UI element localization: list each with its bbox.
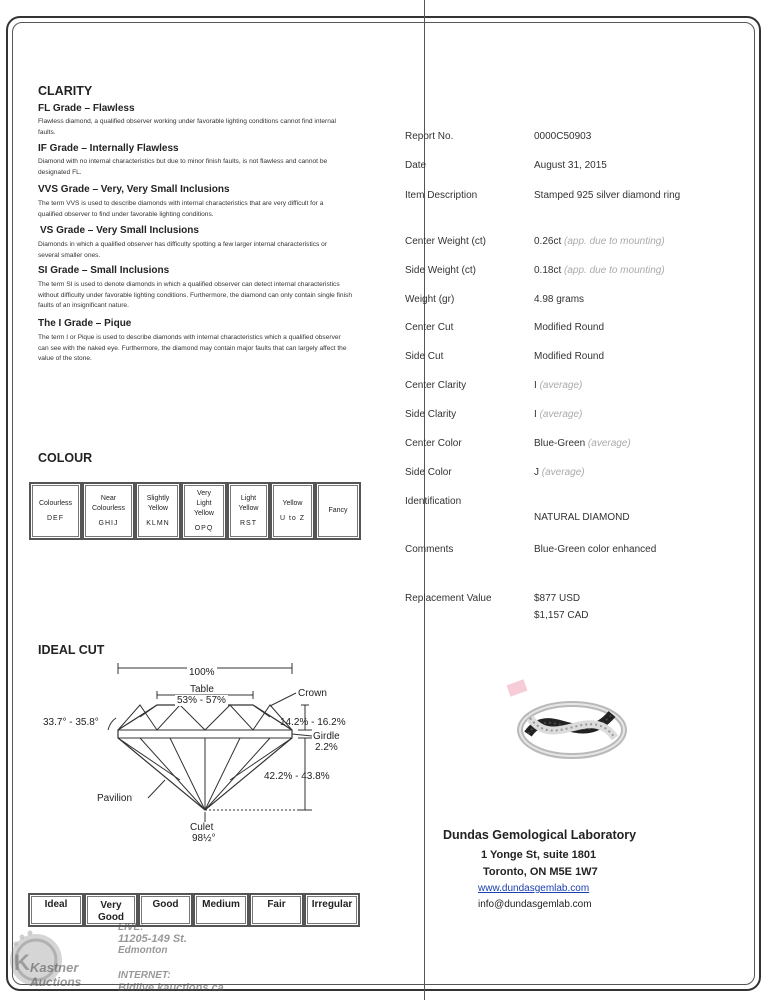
- colour-cell-name: Slightly Yellow: [146, 494, 170, 512]
- lab-website-link[interactable]: www.dundasgemlab.com: [478, 883, 590, 894]
- report-note: (app. due to mounting): [564, 265, 665, 276]
- report-value-weight-gr: 4.98 grams: [534, 294, 585, 305]
- lab-name: Dundas Gemological Laboratory: [443, 828, 637, 842]
- report-value-replacement-usd: $877 USD: [534, 593, 581, 604]
- colour-cell-grades: RST: [240, 519, 257, 527]
- label-pavilion-depth: 42.2% - 43.8%: [264, 771, 330, 782]
- report-label-side-cut: Side Cut: [405, 351, 444, 362]
- grade-fl-text: Flawless diamond, a qualified observer working under favorable lighting conditions cannot find internal faults.: [38, 118, 336, 136]
- report-label-side-color: Side Color: [405, 467, 452, 478]
- report-value-report-no: 0000C50903: [534, 131, 592, 142]
- report-value-side-color: J (average): [534, 467, 585, 478]
- watermark-live-label: LIVE:: [118, 922, 144, 933]
- ring-photo: [500, 672, 640, 772]
- report-value-center-clarity: I (average): [534, 380, 583, 391]
- ideal-cut-title: IDEAL CUT: [38, 643, 105, 657]
- report-label-side-clarity: Side Clarity: [405, 409, 457, 420]
- report-note: (average): [587, 438, 631, 449]
- colour-cell-fancy: [315, 482, 361, 540]
- kastner-logo-letter: K: [14, 950, 30, 975]
- grade-si-heading: SI Grade – Small Inclusions: [38, 265, 170, 276]
- cut-grade-irregular: [304, 893, 360, 927]
- report-label-weight-gr: Weight (gr): [405, 294, 455, 305]
- grade-vs-heading: VS Grade – Very Small Inclusions: [40, 225, 199, 236]
- cut-grade-label: Very Good: [97, 900, 125, 923]
- report-label-center-clarity: Center Clarity: [405, 380, 467, 391]
- report-value-center-weight: 0.26ct (app. due to mounting): [534, 236, 665, 247]
- colour-cell-grades: U to Z: [279, 514, 306, 522]
- report-label-center-color: Center Color: [405, 438, 462, 449]
- report-label-replacement: Replacement Value: [405, 593, 492, 604]
- cut-grade-label: Good: [152, 899, 179, 910]
- report-note: (app. due to mounting): [564, 236, 665, 247]
- grade-if-text: Diamond with no internal characteristics but due to minor finish faults, is not flawless and cannot be designated FL.: [38, 158, 328, 176]
- clarity-title: CLARITY: [38, 84, 93, 98]
- colour-title: COLOUR: [38, 451, 93, 465]
- grade-vvs-text: The term VVS is used to describe diamonds with internal characteristics that are very difficult for a qualified observer to find under favorable lighting conditions.: [38, 200, 324, 218]
- cut-grade-label: Fair: [267, 899, 286, 910]
- cut-grade-label: Medium: [202, 899, 240, 910]
- cut-grade-scale: [28, 893, 360, 927]
- report-label-center-weight: Center Weight (ct): [405, 236, 486, 247]
- label-culet-value: 98½°: [192, 833, 216, 844]
- report-value-side-clarity: I (average): [534, 409, 583, 420]
- grade-vs-text: Diamonds in which a qualified observer has difficulty spotting a few larger internal characteristics or several smaller ones.: [38, 241, 328, 259]
- label-crown-height: 14.2% - 16.2%: [280, 717, 346, 728]
- label-table: Table: [190, 684, 214, 695]
- watermark-live-city: Edmonton: [118, 945, 168, 956]
- label-culet: Culet: [190, 822, 214, 833]
- report-label-identification: Identification: [405, 496, 462, 507]
- label-crown-angle: 33.7° - 35.8°: [43, 717, 99, 728]
- report-value-identification: NATURAL DIAMOND: [534, 512, 630, 523]
- report-value-comments: Blue-Green color enhanced: [534, 544, 657, 555]
- label-crown: Crown: [298, 688, 327, 699]
- report-note: (average): [539, 380, 583, 391]
- grade-vvs-heading: VVS Grade – Very, Very Small Inclusions: [38, 184, 230, 195]
- watermark-live-address: 11205-149 St.: [118, 933, 187, 945]
- colour-cell-slightly-yellow: [135, 482, 181, 540]
- colour-cell-name: Fancy: [328, 507, 348, 514]
- label-girdle-value: 2.2%: [315, 742, 338, 753]
- label-pavilion: Pavilion: [97, 793, 133, 804]
- watermark-internet-url: Bidlive.kauctions.ca: [118, 982, 224, 994]
- label-total-width: 100%: [189, 667, 215, 678]
- report-value-center-color: Blue-Green (average): [534, 438, 631, 449]
- lab-address-line2: Toronto, ON M5E 1W7: [483, 866, 598, 878]
- colour-cell-name: Yellow: [282, 499, 303, 507]
- colour-cell-grades: DEF: [47, 514, 64, 522]
- report-value-side-weight: 0.18ct (app. due to mounting): [534, 265, 665, 276]
- colour-cell-name: Near Colourless: [91, 494, 126, 512]
- cut-grade-medium: [193, 893, 249, 927]
- report-value-replacement-cad: $1,157 CAD: [534, 610, 589, 621]
- cut-grade-good: [138, 893, 193, 927]
- grade-if-heading: IF Grade – Internally Flawless: [38, 143, 179, 154]
- colour-cell-name: Light Yellow: [238, 494, 259, 512]
- report-note: (average): [539, 409, 583, 420]
- grade-i-text: The term I or Pique is used to describe diamonds with internal characteristics which a qualified observer can see with the naked eye. Furthermore, the diamond may contain major faults that can largely affect the value of the stone.: [38, 334, 347, 362]
- report-value-center-cut: Modified Round: [534, 322, 605, 333]
- report-label-item-description: Item Description: [405, 190, 478, 201]
- colour-scale: [29, 482, 361, 540]
- cut-grade-fair: [249, 893, 304, 927]
- report-value-item-description: Stamped 925 silver diamond ring: [534, 190, 681, 201]
- lab-address-line1: 1 Yonge St, suite 1801: [481, 849, 597, 861]
- report-label-comments: Comments: [405, 544, 454, 555]
- report-label-center-cut: Center Cut: [405, 322, 454, 333]
- colour-cell-name: Colourless: [38, 499, 73, 507]
- watermark-internet-label: INTERNET:: [118, 970, 171, 981]
- colour-cell-grades: GHIJ: [98, 519, 119, 527]
- label-girdle: Girdle: [313, 731, 340, 742]
- colour-cell-grades: KLMN: [146, 519, 170, 527]
- report-label-report-no: Report No.: [405, 131, 454, 142]
- colour-cell-name: Very Light Yellow: [194, 489, 214, 517]
- colour-cell-light-yellow: [227, 482, 270, 540]
- kastner-logo-brand-bottom: Auctions: [30, 975, 82, 989]
- kastner-logo-brand-top: Kastner: [30, 960, 79, 975]
- grade-si-text: The term SI is used to denote diamonds in which a qualified observer can detect internal characteristics without difficulty under favorable lighting conditions. Furthermore, the diamond can only contain single finish faults of an insignificant nature.: [38, 281, 352, 309]
- cut-grade-ideal: [28, 893, 84, 927]
- cut-grade-label: Irregular: [311, 899, 353, 910]
- colour-cell-near-colourless: [82, 482, 135, 540]
- colour-cell-grades: OPQ: [194, 524, 214, 532]
- grade-i-heading: The I Grade – Pique: [38, 318, 132, 329]
- cut-grade-label: Ideal: [44, 899, 68, 910]
- lab-email: info@dundasgemlab.com: [478, 899, 592, 910]
- report-value-side-cut: Modified Round: [534, 351, 605, 362]
- report-label-date: Date: [405, 160, 427, 171]
- report-note: (average): [541, 467, 585, 478]
- report-value-date: August 31, 2015: [534, 160, 607, 171]
- report-label-side-weight: Side Weight (ct): [405, 265, 476, 276]
- colour-cell-colourless: [29, 482, 82, 540]
- grade-fl-heading: FL Grade – Flawless: [38, 103, 135, 114]
- label-table-range: 53% - 57%: [177, 695, 226, 706]
- colour-cell-yellow: [270, 482, 315, 540]
- colour-cell-very-light-yellow: [181, 482, 227, 540]
